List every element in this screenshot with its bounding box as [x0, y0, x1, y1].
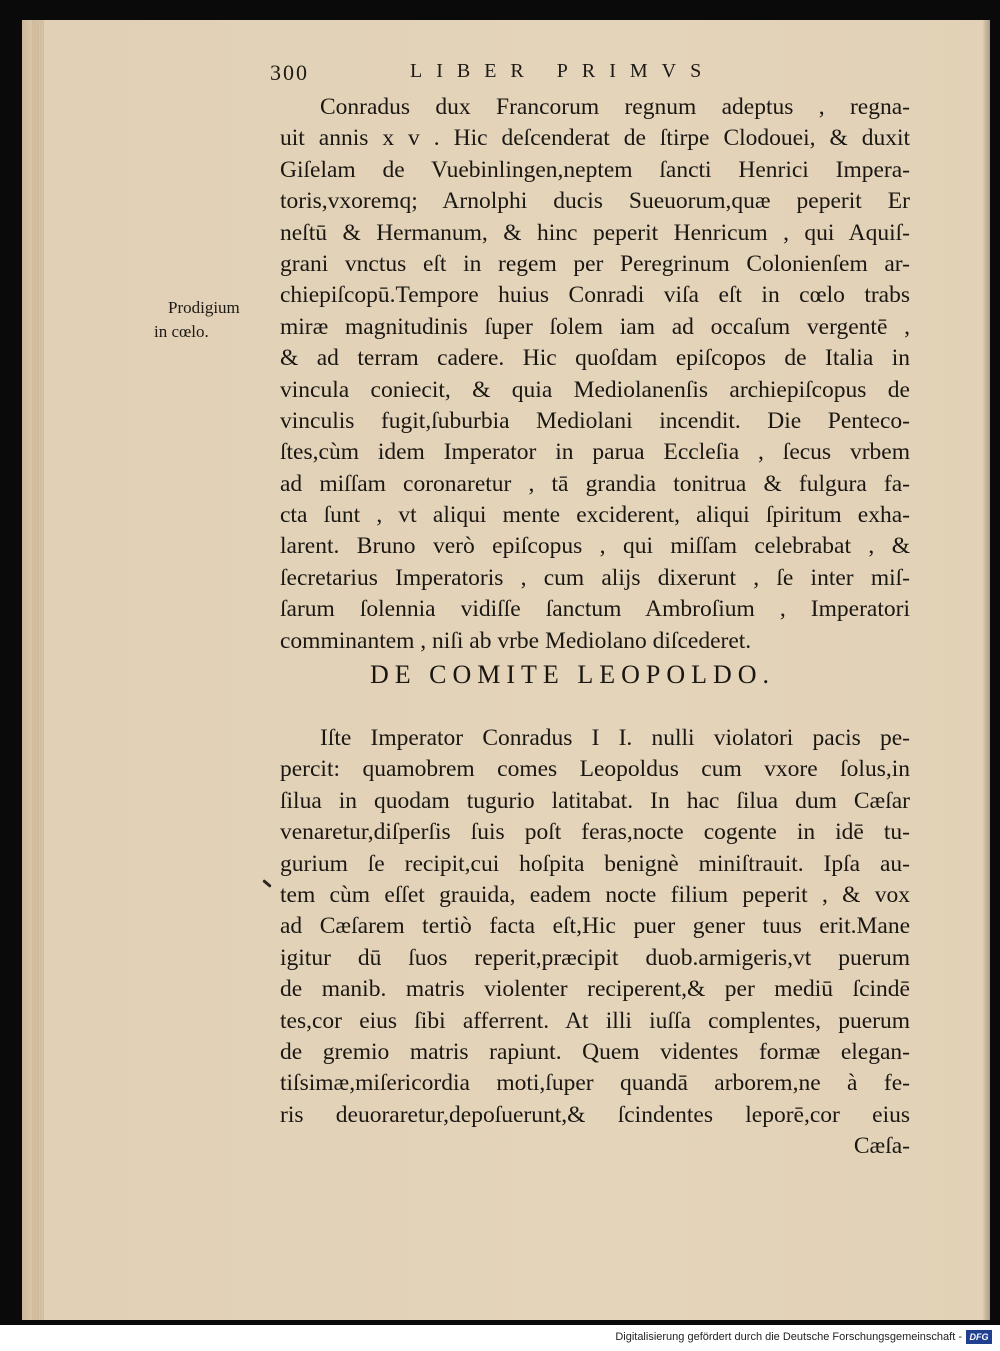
- text-line: comminantem , niſi ab vrbe Mediolano diſcederet.: [280, 627, 752, 654]
- text-line: venaretur,diſperſis ſuis poſt feras,nocte cogente in idē tu-: [280, 819, 910, 846]
- text-line: vincula coniecit, & quia Mediolanenſis archiepiſcopus de: [280, 376, 910, 403]
- text-line: chiepiſcopū.Tempore huius Conradi viſa eſt in cœlo trabs: [280, 282, 910, 309]
- running-head-title: LIBER PRIMVS: [410, 60, 716, 82]
- page-edge: [32, 20, 44, 1320]
- text-line: Giſelam de Vuebinlingen,neptem ſancti Henrici Impera-: [280, 156, 910, 183]
- text-line: percit: quamobrem comes Leopoldus cum vxore ſolus,in: [280, 756, 910, 783]
- text-line: cta ſunt , vt aliqui mente exciderent, aliqui ſpiritum exha-: [280, 502, 910, 529]
- marginal-note-line-2: in cœlo.: [154, 322, 209, 341]
- text-line: Conradus dux Francorum regnum adeptus , regna-: [320, 94, 910, 120]
- text-line: de manib. matris violenter reciperent,& per mediū ſcindē: [280, 976, 910, 1003]
- text-line: Iſte Imperator Conradus I I. nulli violatori pacis pe-: [320, 725, 910, 751]
- text-line: ſilua in quodam tugurio latitabat. In hac ſilua dum Cæſar: [280, 787, 910, 814]
- section-heading: DE COMITE LEOPOLDO.: [370, 660, 776, 689]
- dfg-logo-icon[interactable]: DFG: [966, 1330, 992, 1344]
- text-line: ſarum ſolennia vidiſſe ſanctum Ambroſium , Imperatori: [280, 596, 910, 623]
- text-line: toris,vxoremq; Arnolphi ducis Sueuorum,quæ peperit Er: [280, 188, 910, 215]
- text-line: & ad terram cadere. Hic quoſdam epiſcopos de Italia in: [280, 345, 910, 372]
- text-line: ſtes,cùm idem Imperator in parua Eccleſia , ſecus vrbem: [280, 439, 910, 466]
- text-line: gurium ſe recipit,cui hoſpita benignè miniſtrauit. Ipſa au-: [280, 850, 910, 877]
- catchword: Cæſa-: [853, 1133, 910, 1160]
- text-line: tes,cor eius ſibi afferrent. At illi iuſſa complentes, puerum: [280, 1007, 910, 1034]
- marginal-note: [154, 296, 278, 344]
- paragraph-conradus: [280, 92, 910, 657]
- text-line: neſtū & Hermanum, & hinc peperit Henricum , qui Aquiſ-: [280, 219, 910, 246]
- text-line: ad Cæſarem tertiò facta eſt,Hic puer gener tuus erit.Mane: [280, 913, 910, 940]
- page-number: 300: [270, 60, 309, 85]
- text-line: tiſsimæ,miſericordia moti,ſuper quandā arborem,ne à fe-: [280, 1070, 910, 1097]
- text-line: larent. Bruno verò epiſcopus , qui miſſam celebrabat , &: [280, 533, 910, 560]
- footer-credit: Digitalisierung gefördert durch die Deutsche Forschungsgemeinschaft -: [615, 1331, 962, 1343]
- paragraph-leopoldus: [280, 723, 910, 1162]
- text-line: ſecretarius Imperatoris , cum alijs dixerunt , ſe inter miſ-: [280, 564, 910, 591]
- footer-bar: [0, 1325, 1000, 1351]
- text-line: ad miſſam coronaretur , tā grandia tonitrua & fulgura fa-: [280, 470, 910, 497]
- gutter-shadow: [982, 20, 990, 1320]
- text-line: de gremio matris rapiunt. Quem videntes formæ elegan-: [280, 1038, 910, 1065]
- text-line: ris deuoraretur,depoſuerunt,& ſcindentes leporē,cor eius: [280, 1101, 910, 1128]
- marginal-note-line-1: Prodigium: [168, 298, 240, 317]
- text-line: grani vnctus eſt in regem per Peregrinum Colonienſem ar-: [280, 250, 910, 277]
- text-line: vinculis fugit,ſuburbia Mediolani incendit. Die Penteco-: [280, 407, 910, 434]
- text-line: miræ magnitudinis ſuper ſolem iam ad occaſum vergentē ,: [280, 313, 910, 340]
- text-line: igitur dū ſuos reperit,præcipit duob.armigeris,vt puerum: [280, 944, 910, 971]
- text-line: uit annis x v . Hic deſcenderat de ſtirpe Clodouei, & duxit: [280, 125, 910, 152]
- text-line: tem cùm eſſet grauida, eadem nocte filium peperit , & vox: [280, 881, 910, 908]
